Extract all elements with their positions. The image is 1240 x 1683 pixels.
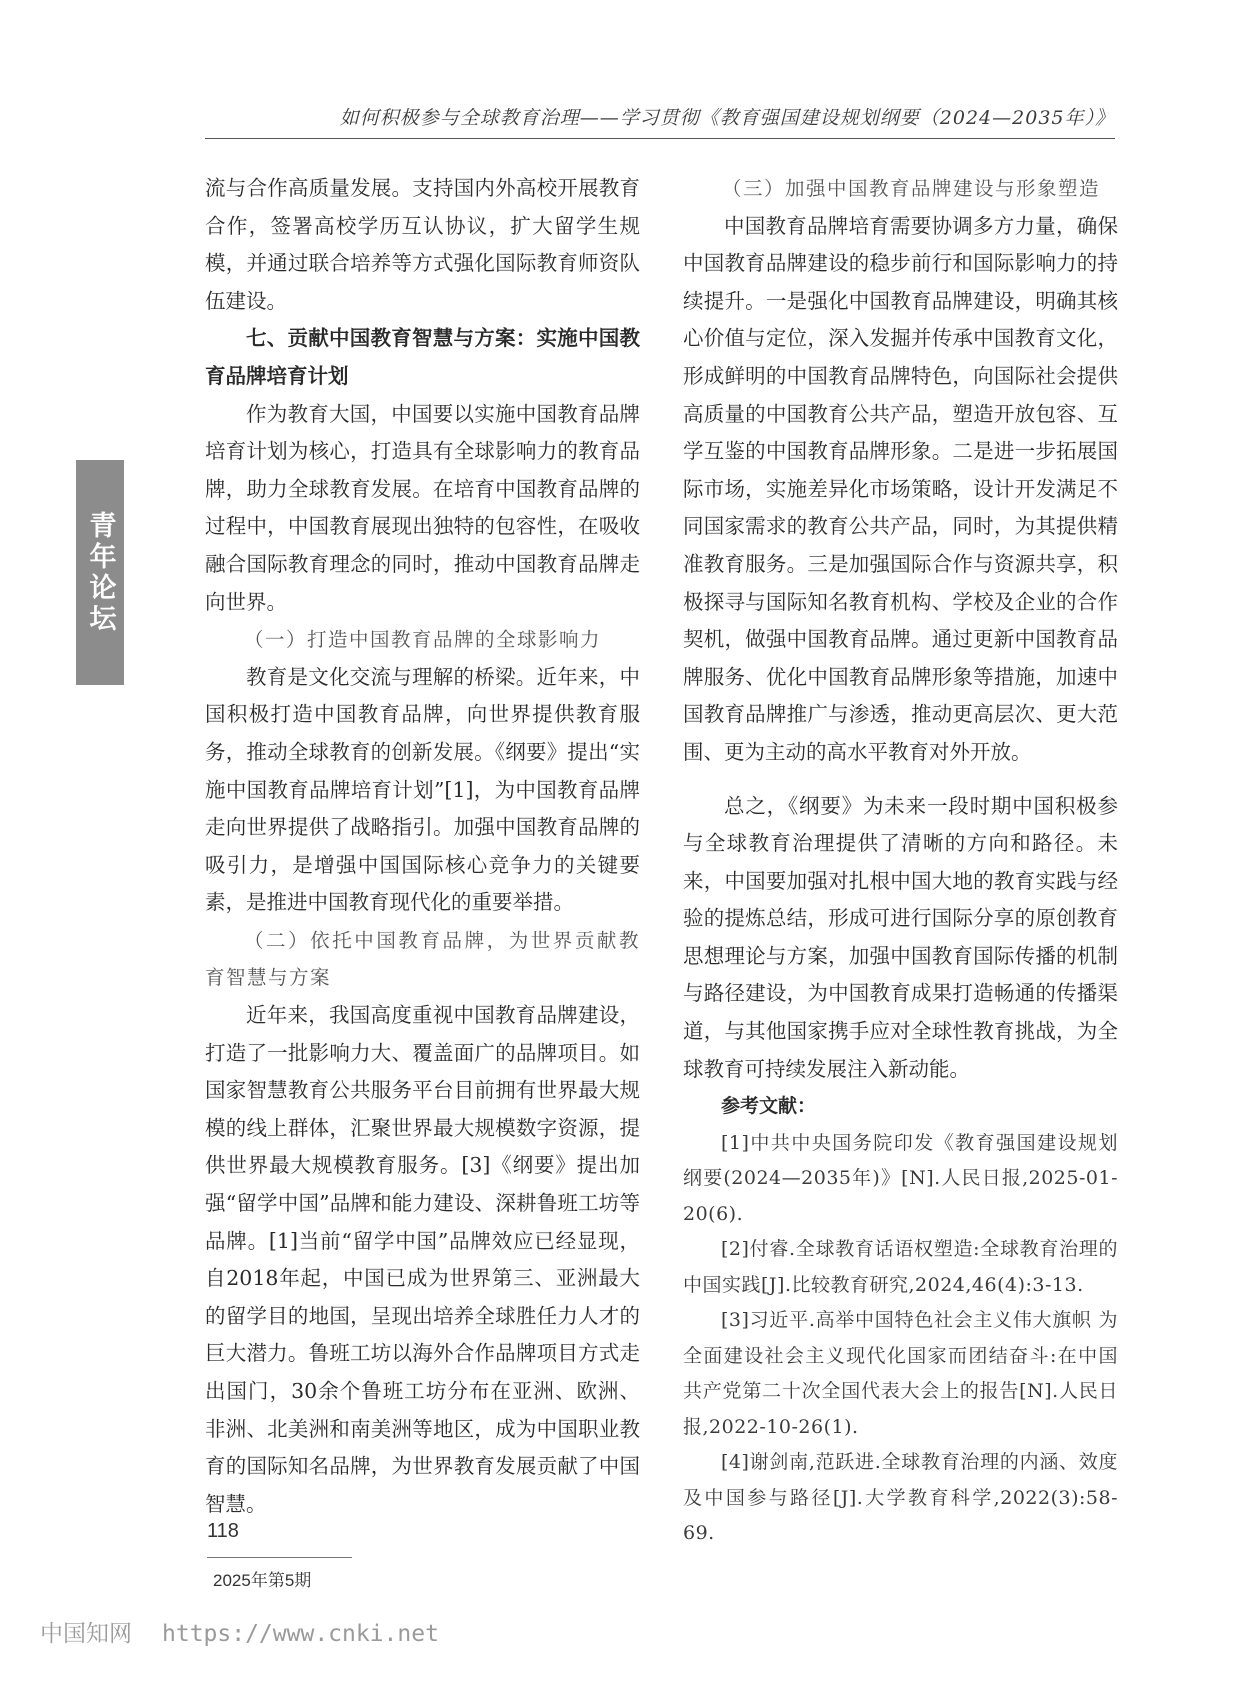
watermark-brand: 中国知网 <box>40 1621 132 1647</box>
side-tab-label: 青年论坛 <box>84 510 116 635</box>
continued-paragraph: 流与合作高质量发展。支持国内外高校开展教育合作，签署高校学历互认协议，扩大留学生规模，并通过联合培养等方式强化国际教育师资队伍建设。 <box>205 176 640 313</box>
header-rule <box>205 138 1115 139</box>
conclusion-paragraph: 总之，《纲要》为未来一段时期中国积极参与全球教育治理提供了清晰的方向和路径。未来，中国要加强对扎根中国大地的教育实践与经验的提炼总结，形成可进行国际分享的原创教育思想理论与方案，加强中国教育国际传播的机制与路径建设，为中国教育成果打造畅通的传播渠道，与其他国家携手应对全球性教育挑战，为全球教育可持续发展注入新动能。 <box>683 793 1118 1081</box>
cnki-watermark <box>40 1615 439 1648</box>
watermark-url: https://www.cnki.net <box>162 1621 439 1647</box>
subsection-body-1: 教育是文化交流与理解的桥梁。近年来，中国积极打造中国教育品牌，向世界提供教育服务，推动全球教育的创新发展。《纲要》提出“实施中国教育品牌培育计划”[1]，为中国教育品牌走向世界提供了战略指引。加强中国教育品牌的吸引力，是增强中国国际核心竞争力的关键要素，是推进中国教育现代化的重要举措。 <box>205 664 640 915</box>
reference-item: [2]付睿.全球教育话语权塑造:全球教育治理的中国实践[J].比较教育研究,2024,46(4):3-13. <box>683 1238 1118 1296</box>
section-title: 七、贡献中国教育智慧与方案：实施中国教育品牌培育计划 <box>205 326 640 388</box>
footer-rule <box>207 1557 352 1558</box>
subsection-title-3: （三）加强中国教育品牌建设与形象塑造 <box>722 177 1101 200</box>
issue-label: 2025年第5期 <box>213 1571 312 1590</box>
subsection-title-1: （一）打造中国教育品牌的全球影响力 <box>244 628 602 652</box>
page-number: 118 <box>207 1520 239 1542</box>
subsection-title-2: （二）依托中国教育品牌，为世界贡献教育智慧与方案 <box>205 928 640 990</box>
reference-item: [1]中共中央国务院印发《教育强国建设规划纲要(2024—2035年)》[N].人民日报,2025-01-20(6). <box>683 1131 1118 1225</box>
intro-paragraph: 作为教育大国，中国要以实施中国教育品牌培育计划为核心，打造具有全球影响力的教育品牌，助力全球教育发展。在培育中国教育品牌的过程中，中国教育展现出独特的包容性，在吸收融合国际教育理念的同时，推动中国教育品牌走向世界。 <box>205 401 640 614</box>
right-column <box>683 170 1118 1552</box>
references-label: 参考文献： <box>721 1095 817 1118</box>
subsection-body-2: 近年来，我国高度重视中国教育品牌建设，打造了一批影响力大、覆盖面广的品牌项目。如国家智慧教育公共服务平台目前拥有世界最大规模的线上群体，汇聚世界最大规模数字资源，提供世界最大规模教育服务。[3]《纲要》提出加强“留学中国”品牌和能力建设、深耕鲁班工坊等品牌。[1]当前“留学中国”品牌效应已经显现，自2018年起，中国已成为世界第三、亚洲最大的留学目的地国，呈现出培养全球胜任力人才的巨大潜力。鲁班工坊以海外合作品牌项目方式走出国门，30余个鲁班工坊分布在亚洲、欧洲、非洲、北美洲和南美洲等地区，成为中国职业教育的国际知名品牌，为世界教育发展贡献了中国智慧。 <box>205 1003 640 1516</box>
reference-item: [3]习近平.高举中国特色社会主义伟大旗帜 为全面建设社会主义现代化国家而团结奋斗:在中国共产党第二十次全国代表大会上的报告[N].人民日报,2022-10-26(1). <box>683 1309 1118 1438</box>
reference-item: [4]谢剑南,范跃进.全球教育治理的内涵、效度及中国参与路径[J].大学教育科学,2022(3):58-69. <box>683 1451 1118 1545</box>
left-column <box>205 170 640 1523</box>
subsection-body-3: 中国教育品牌培育需要协调多方力量，确保中国教育品牌建设的稳步前行和国际影响力的持续提升。一是强化中国教育品牌建设，明确其核心价值与定位，深入发掘并传承中国教育文化，形成鲜明的中国教育品牌特色，向国际社会提供高质量的中国教育公共产品，塑造开放包容、互学互鉴的中国教育品牌形象。二是进一步拓展国际市场，实施差异化市场策略，设计开发满足不同国家需求的教育公共产品，同时，为其提供精准教育服务。三是加强国际合作与资源共享，积极探寻与国际知名教育机构、学校及企业的合作契机，做强中国教育品牌。通过更新中国教育品牌服务、优化中国教育品牌形象等措施，加速中国教育品牌推广与渗透，推动更高层次、更大范围、更为主动的高水平教育对外开放。 <box>683 213 1118 764</box>
section-side-tab <box>76 460 124 685</box>
running-title: 如何积极参与全球教育治理——学习贯彻《教育强国建设规划纲要（2024—2035年）》 <box>339 107 1115 129</box>
